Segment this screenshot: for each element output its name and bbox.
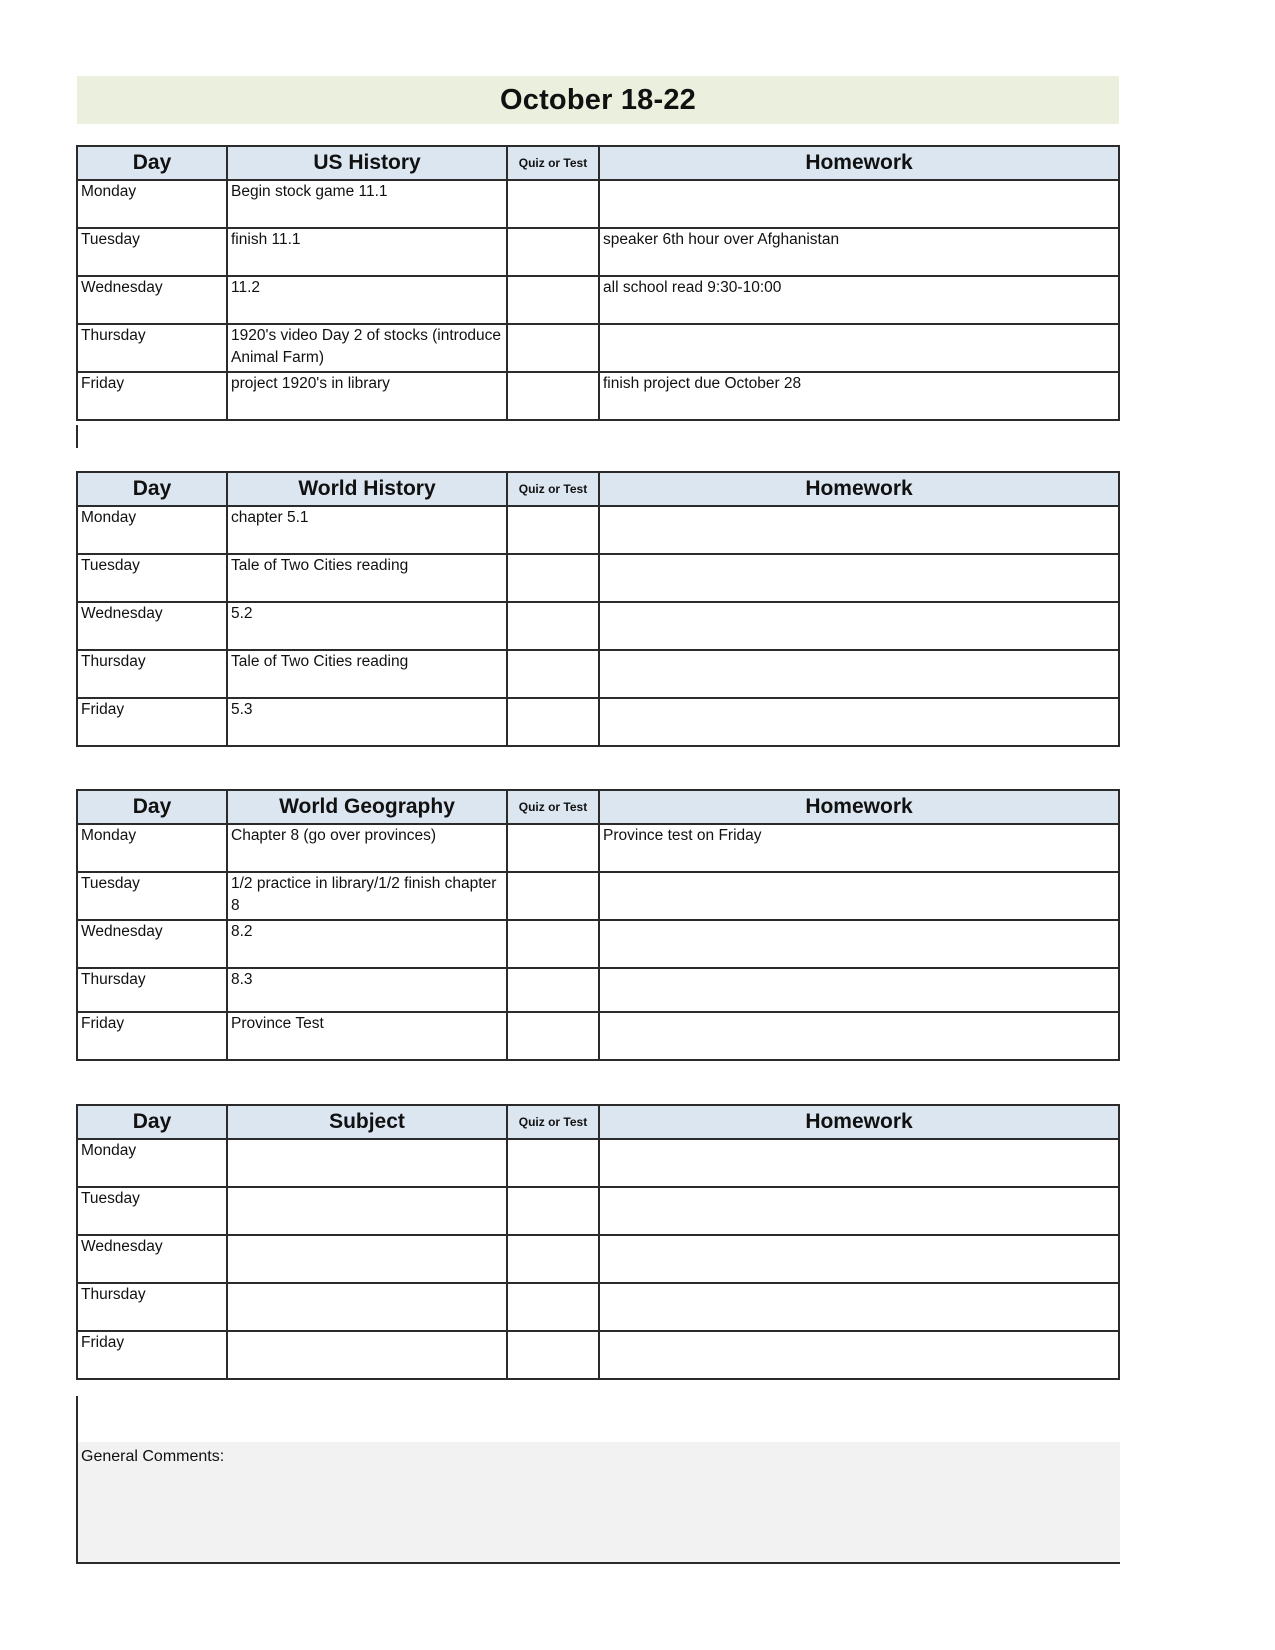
header-subject: US History [227,146,507,180]
table-row [77,1187,1119,1235]
table-row [77,180,1119,228]
homework-cell[interactable] [599,1139,1119,1187]
homework-cell [599,650,1119,698]
quiz-cell [507,228,599,276]
day-cell: Monday [77,1139,227,1187]
subject-cell: 5.3 [227,698,507,746]
homework-cell [599,180,1119,228]
day-cell: Wednesday [77,276,227,324]
table-header-row [77,790,1119,824]
header-quiz-or-test: Quiz or Test [507,472,599,506]
table-row [77,824,1119,872]
subject-cell: 11.2 [227,276,507,324]
table-row [77,650,1119,698]
day-cell: Tuesday [77,1187,227,1235]
quiz-cell [507,824,599,872]
quiz-cell[interactable] [507,1139,599,1187]
table-row [77,968,1119,1012]
homework-cell[interactable] [599,1283,1119,1331]
day-cell: Friday [77,1012,227,1060]
quiz-cell [507,506,599,554]
homework-cell [599,1012,1119,1060]
quiz-cell [507,180,599,228]
header-quiz-or-test: Quiz or Test [507,146,599,180]
subject-cell: 1920's video Day 2 of stocks (introduce Animal Farm) [227,324,507,372]
header-day: Day [77,146,227,180]
day-cell: Wednesday [77,920,227,968]
quiz-cell [507,554,599,602]
day-cell: Monday [77,824,227,872]
day-cell: Tuesday [77,872,227,920]
day-cell: Tuesday [77,228,227,276]
quiz-cell [507,968,599,1012]
day-cell: Thursday [77,324,227,372]
subject-cell: 8.3 [227,968,507,1012]
homework-cell [599,602,1119,650]
subject-cell: Province Test [227,1012,507,1060]
day-cell: Wednesday [77,602,227,650]
header-homework: Homework [599,1105,1119,1139]
homework-cell: speaker 6th hour over Afghanistan [599,228,1119,276]
day-cell: Monday [77,180,227,228]
subject-cell[interactable] [227,1235,507,1283]
table-header-row [77,146,1119,180]
quiz-cell[interactable] [507,1187,599,1235]
table-row [77,920,1119,968]
quiz-cell [507,602,599,650]
header-homework: Homework [599,472,1119,506]
header-quiz-or-test: Quiz or Test [507,1105,599,1139]
header-homework: Homework [599,146,1119,180]
homework-cell [599,698,1119,746]
table-row [77,554,1119,602]
subject-cell[interactable] [227,1187,507,1235]
general-comments-label: General Comments: [81,1448,225,1465]
subject-cell: chapter 5.1 [227,506,507,554]
header-subject: World Geography [227,790,507,824]
quiz-cell [507,276,599,324]
table-row [77,698,1119,746]
table-header-row [77,1105,1119,1139]
schedule-table-subject [76,1104,1120,1380]
homework-cell [599,554,1119,602]
homework-cell[interactable] [599,1187,1119,1235]
schedule-table-us-history [76,145,1120,421]
subject-cell[interactable] [227,1283,507,1331]
table-row [77,324,1119,372]
header-day: Day [77,1105,227,1139]
quiz-cell [507,698,599,746]
schedule-table-world-history [76,471,1120,747]
day-cell: Friday [77,372,227,420]
table-row [77,872,1119,920]
header-subject: World History [227,472,507,506]
header-day: Day [77,472,227,506]
subject-cell: 5.2 [227,602,507,650]
table-row [77,602,1119,650]
quiz-cell[interactable] [507,1235,599,1283]
day-cell: Friday [77,698,227,746]
subject-cell[interactable] [227,1139,507,1187]
day-cell: Tuesday [77,554,227,602]
header-homework: Homework [599,790,1119,824]
table-row [77,372,1119,420]
table-row [77,276,1119,324]
table-row [77,1235,1119,1283]
table-header-row [77,472,1119,506]
homework-cell [599,968,1119,1012]
day-cell: Thursday [77,1283,227,1331]
table-row [77,1012,1119,1060]
divider-line [76,1396,78,1442]
subject-cell: 8.2 [227,920,507,968]
table-row [77,1331,1119,1379]
table-row [77,228,1119,276]
title-banner [77,76,1119,124]
homework-cell[interactable] [599,1331,1119,1379]
homework-cell: finish project due October 28 [599,372,1119,420]
subject-cell: finish 11.1 [227,228,507,276]
page-title: October 18-22 [499,83,696,116]
header-day: Day [77,790,227,824]
subject-cell: project 1920's in library [227,372,507,420]
subject-cell[interactable] [227,1331,507,1379]
homework-cell [599,324,1119,372]
table-row [77,1139,1119,1187]
subject-cell: Begin stock game 11.1 [227,180,507,228]
header-quiz-or-test: Quiz or Test [507,790,599,824]
day-cell: Thursday [77,968,227,1012]
day-cell: Wednesday [77,1235,227,1283]
quiz-cell [507,650,599,698]
divider-line [76,425,78,448]
day-cell: Monday [77,506,227,554]
homework-cell: all school read 9:30-10:00 [599,276,1119,324]
header-subject: Subject [227,1105,507,1139]
subject-cell: Tale of Two Cities reading [227,554,507,602]
subject-cell: 1/2 practice in library/1/2 finish chapter 8 [227,872,507,920]
quiz-cell[interactable] [507,1283,599,1331]
quiz-cell [507,372,599,420]
schedule-table-world-geography [76,789,1120,1061]
subject-cell: Chapter 8 (go over provinces) [227,824,507,872]
subject-cell: Tale of Two Cities reading [227,650,507,698]
quiz-cell[interactable] [507,1331,599,1379]
homework-cell [599,920,1119,968]
homework-cell: Province test on Friday [599,824,1119,872]
homework-cell [599,872,1119,920]
quiz-cell [507,872,599,920]
day-cell: Friday [77,1331,227,1379]
quiz-cell [507,920,599,968]
day-cell: Thursday [77,650,227,698]
table-row [77,506,1119,554]
table-row [77,1283,1119,1331]
quiz-cell [507,1012,599,1060]
general-comments-box[interactable] [76,1442,1120,1564]
homework-cell[interactable] [599,1235,1119,1283]
quiz-cell [507,324,599,372]
homework-cell [599,506,1119,554]
